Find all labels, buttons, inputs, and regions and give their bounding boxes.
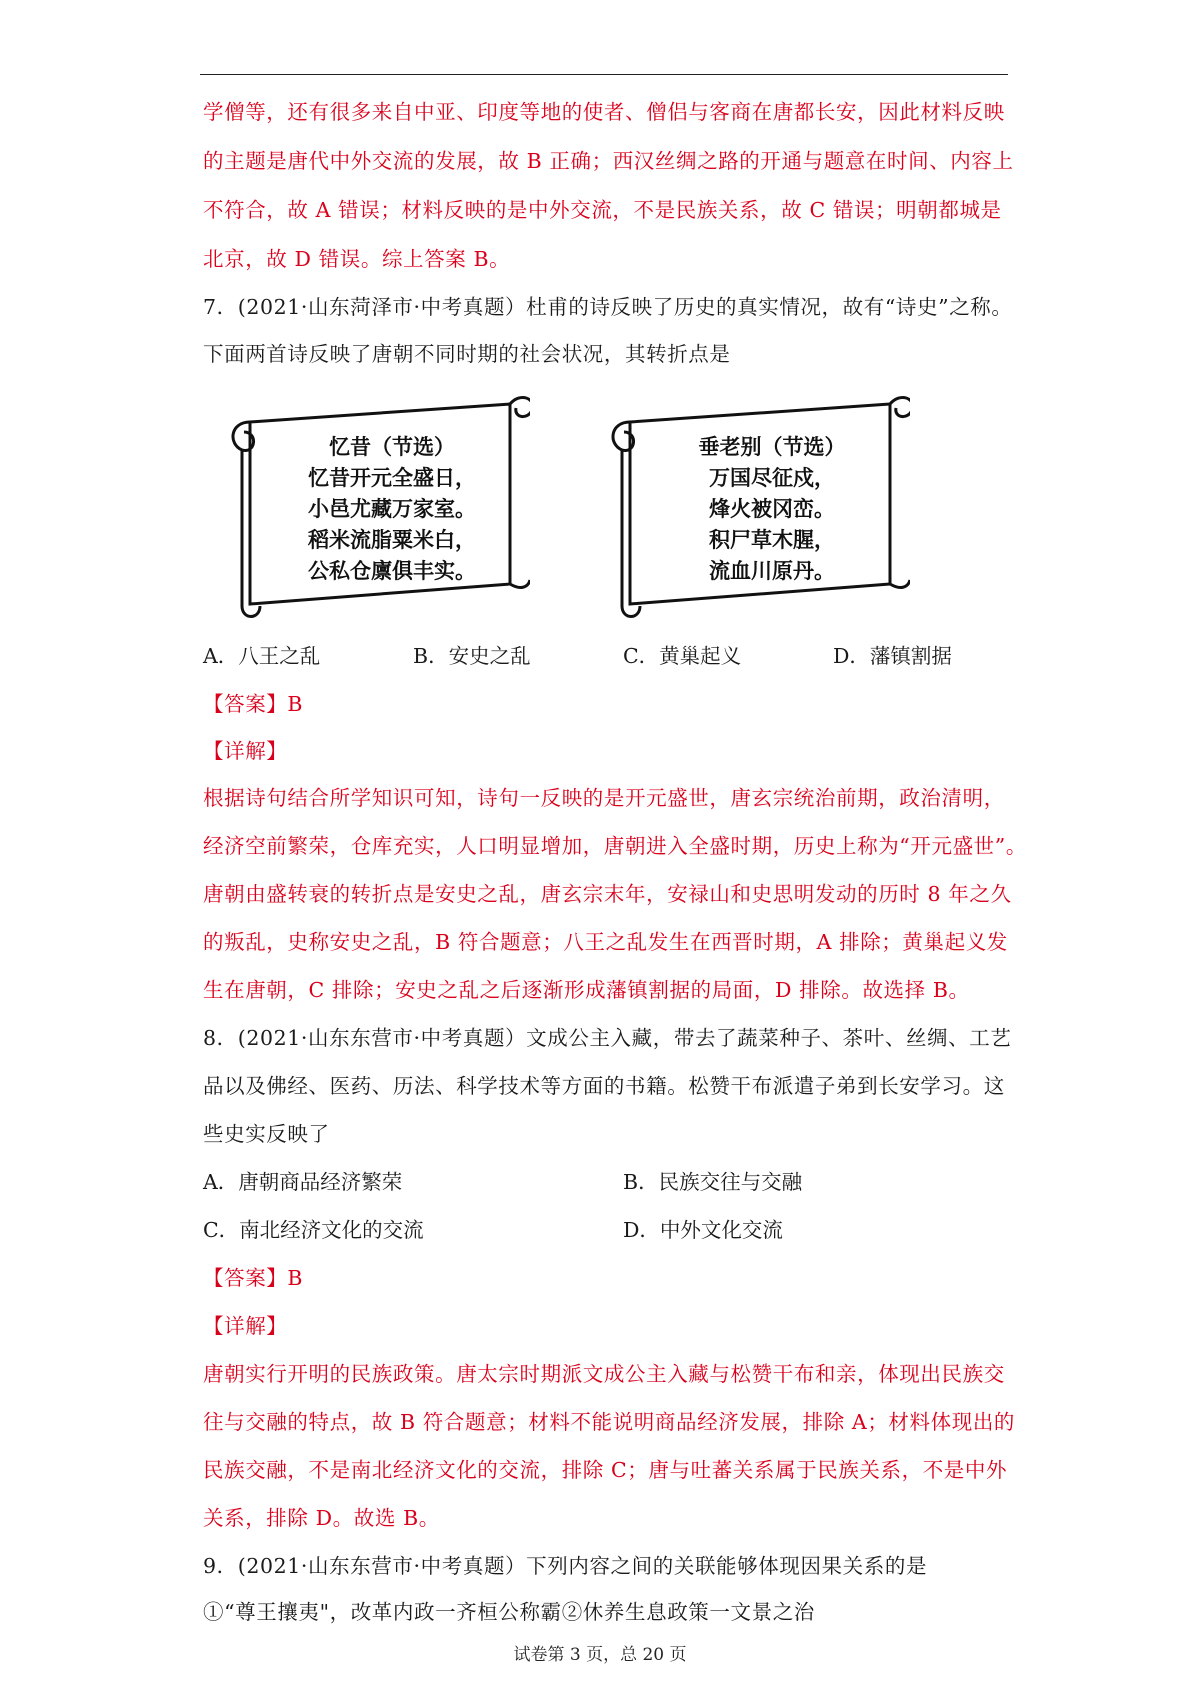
q7-option-a: A．八王之乱 xyxy=(203,644,321,668)
q6-explain-line: 北京，故 D 错误。综上答案 B。 xyxy=(203,247,511,271)
q8-option-d: D．中外文化交流 xyxy=(623,1218,783,1242)
poem-right-line: 流血川原丹。 xyxy=(709,559,835,583)
q7-explain-line: 生在唐朝，C 排除；安史之乱之后逐渐形成藩镇割据的局面，D 排除。故选择 B。 xyxy=(203,978,970,1002)
poem-right-line: 烽火被冈峦。 xyxy=(709,497,835,521)
q7-stem-line: 7．(2021·山东菏泽市·中考真题）杜甫的诗反映了历史的真实情况，故有“诗史”之称。 xyxy=(203,295,1013,319)
q8-stem-line: 8．(2021·山东东营市·中考真题）文成公主入藏，带去了蔬菜种子、茶叶、丝绸、工艺 xyxy=(203,1026,1012,1050)
q6-explain-line: 的主题是唐代中外交流的发展，故 B 正确；西汉丝绸之路的开通与题意在时间、内容上 xyxy=(203,149,1014,173)
q7-explain-line: 经济空前繁荣，仓库充实，人口明显增加，唐朝进入全盛时期，历史上称为“开元盛世”。 xyxy=(203,834,1027,858)
q7-explain-line: 唐朝由盛转衰的转折点是安史之乱，唐玄宗末年，安禄山和史思明发动的历时 8 年之久 xyxy=(203,882,1012,906)
poem-scroll-left xyxy=(220,384,530,624)
poem-right-line: 积尸草木腥， xyxy=(709,528,835,552)
q7-explain-line: 根据诗句结合所学知识可知，诗句一反映的是开元盛世，唐玄宗统治前期，政治清明， xyxy=(203,786,1005,810)
q7-stem-line: 下面两首诗反映了唐朝不同时期的社会状况，其转折点是 xyxy=(203,342,731,366)
q7-option-d: D．藩镇割据 xyxy=(833,644,952,668)
q8-option-a: A．唐朝商品经济繁荣 xyxy=(203,1170,403,1194)
poem-left-title: 忆昔（节选） xyxy=(329,435,455,459)
q6-explain-line: 学僧等，还有很多来自中亚、印度等地的使者、僧侣与客商在唐都长安，因此材料反映 xyxy=(203,100,1005,124)
q7-option-c: C．黄巢起义 xyxy=(623,644,742,668)
poem-right xyxy=(652,432,892,587)
q9-stem-line: 9．(2021·山东东营市·中考真题）下列内容之间的关联能够体现因果关系的是 xyxy=(203,1554,928,1578)
q8-explain-line: 关系，排除 D。故选 B。 xyxy=(203,1506,440,1530)
q6-explain-line: 不符合，故 A 错误；材料反映的是中外交流，不是民族关系，故 C 错误；明朝都城是 xyxy=(203,198,1002,222)
q8-explain-line: 往与交融的特点，故 B 符合题意；材料不能说明商品经济发展，排除 A；材料体现出的 xyxy=(203,1410,1016,1434)
poem-left-line: 小邑尤藏万家室。 xyxy=(308,497,476,521)
q8-stem-line: 品以及佛经、医药、历法、科学技术等方面的书籍。松赞干布派遣子弟到长安学习。这 xyxy=(203,1074,1005,1098)
q8-answer: 【答案】B xyxy=(203,1266,304,1290)
q8-option-c: C．南北经济文化的交流 xyxy=(203,1218,424,1242)
q8-explain-line: 民族交融，不是南北经济文化的交流，排除 C；唐与吐蕃关系属于民族关系，不是中外 xyxy=(203,1458,1008,1482)
q8-stem-line: 些史实反映了 xyxy=(203,1122,330,1146)
page-footer: 试卷第 3 页，总 20 页 xyxy=(513,1645,687,1665)
poem-left-line: 忆昔开元全盛日， xyxy=(308,466,476,490)
q9-stem-line: ①“尊王攘夷"，改革内政一齐桓公称霸②休养生息政策一文景之治 xyxy=(203,1600,815,1624)
q7-explain-label: 【详解】 xyxy=(203,739,288,763)
poem-left-line: 公私仓廪俱丰实。 xyxy=(308,559,476,583)
q8-option-b: B．民族交往与交融 xyxy=(623,1170,803,1194)
header-rule xyxy=(200,74,1008,75)
poem-right-line: 万国尽征戍， xyxy=(709,466,835,490)
poem-left xyxy=(272,432,512,587)
q7-option-b: B．安史之乱 xyxy=(413,644,531,668)
poem-left-line: 稻米流脂粟米白， xyxy=(308,528,476,552)
q8-explain-line: 唐朝实行开明的民族政策。唐太宗时期派文成公主入藏与松赞干布和亲，体现出民族交 xyxy=(203,1362,1005,1386)
poem-scroll-right xyxy=(600,384,910,624)
poem-right-title: 垂老别（节选） xyxy=(698,435,846,459)
q8-explain-label: 【详解】 xyxy=(203,1314,288,1338)
q7-explain-line: 的叛乱，史称安史之乱，B 符合题意；八王之乱发生在西晋时期，A 排除；黄巢起义发 xyxy=(203,930,1008,954)
q7-answer: 【答案】B xyxy=(203,692,304,716)
